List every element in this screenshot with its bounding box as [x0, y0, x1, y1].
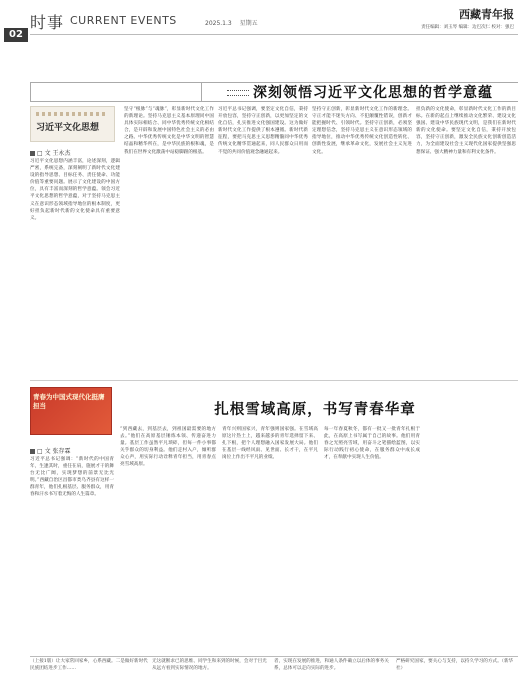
article2-column-2: “到西藏去，到基层去，到祖国最需要的地方去。”他们在高原基层锤炼本领、传递奋进力量。基层工作虽然平凡琐碎，但每一件小事都关乎群众的切身利益。他们走村入户，倾听群众心声，用实际行动诠释青年担当，用青春点亮雪域高原。	[120, 427, 216, 468]
section-divider	[30, 380, 518, 381]
editors-line: 责任编辑：刘玉琴 编辑：边巴次仁 校对：强巴	[421, 25, 514, 30]
header-rule	[30, 34, 518, 35]
title-decoration	[227, 90, 249, 96]
footer-column-2: 无这就断求已的思维、同学生和来到的时候，会对于目光从远方看到实际情况的地方。	[152, 659, 267, 671]
title-banner-frame	[30, 82, 202, 102]
byline-mark-icon	[30, 151, 35, 156]
byline-mark-icon	[30, 449, 35, 454]
article2-byline	[30, 446, 70, 455]
article1-column-2: 坚守“根脉”与“魂脉”，彰显新时代文化工作的新理论。坚持马克思主义基本原理同中国具体实际相结合、同中华优秀传统文化相结合，是开辟和发展中国特色社会主义的必由之路。中华优秀传统文化是中华文明的智慧结晶和精华所在，是中华民族的根和魂，是我们在世界文化激荡中站稳脚跟的根基。	[124, 107, 214, 155]
footer-column-1: （上接1版）让大家常回家乡，心系西藏。二是做好新时代民族团结进步工作……	[30, 659, 148, 671]
article1-title	[202, 82, 518, 102]
footer-column-3: 者，实现在发展的推进，和通人条件确立以后体的事务关系，总体可以走向实际的进步。	[274, 659, 389, 671]
section-title-en: CURRENT EVENTS	[70, 14, 177, 27]
article1-byline-text: □ 文 王永杰	[37, 150, 71, 157]
page-number: 02	[4, 28, 28, 42]
article1-column-3: 习近平总书记强调，要坚定文化自信，秉持开放包容，坚持守正创新，以更加坚定的文化自信，扎实推进文化强国建设。这为做好新时代文化工作提供了根本遵循。新时代新征程，要把马克思主义思想精髓同中华优秀传统文化精华贯通起来，同人民群众日用而不觉的共同价值观念融通起来。	[218, 107, 308, 155]
image-decoration	[36, 112, 108, 116]
section-title-cn: 时事	[30, 13, 65, 32]
footer-column-4: 严格研究国家，要关心与支持，以持久学习的方式。（新华社）	[396, 659, 514, 671]
article1-byline	[30, 148, 70, 157]
article1-column-5: 担负新的文化使命，彰显新时代文化工作的新目标。在新的起点上继续推动文化繁荣、建设文化强国、建设中华民族现代文明，是我们在新时代新的文化使命。要坚定文化自信，秉持开放包容，坚持守正创新，激发全民族文化创新创造活力，为全面建设社会主义现代化国家提供坚强思想保证、强大精神力量和有利文化条件。	[416, 107, 516, 155]
article1-column-1: 习近平文化思想内涵丰富，论述深刻，逻辑严密，系统完备，深刻阐明了新时代文化建设的指导思想、目标任务、责任使命、功能价值等重要问题。展示了文化建设的中国方位，具有丰富而深刻的哲学意蕴。领会习近平文化思想的哲学意蕴，对于坚持马克思主义在意识形态领域指导地位的根本制度，更好担负起新时代新的文化使命具有重要意义。	[30, 159, 120, 221]
issue-date	[205, 18, 264, 27]
article1-column-4: 坚持守正创新，彰显新时代文化工作的新理念。守正才能不迷失方向、不犯颠覆性错误，创新才能把握时代、引领时代。坚持守正创新，必须坚定理想信念，坚持马克思主义在意识形态领域的指导地位，推动中华优秀传统文化创造性转化、创新性发展，继承革命文化，发展社会主义先进文化。	[312, 107, 412, 155]
page-header	[0, 0, 520, 44]
weekday-text: 星期五	[239, 20, 258, 27]
paper-name: 西藏青年报	[459, 8, 514, 21]
article1-title-text: 深刻领悟习近平文化思想的哲学意蕴	[253, 85, 493, 101]
article2-banner-text: 青春为中国式现代化挺膺担当	[33, 393, 105, 410]
article2-column-3: 青年兴则国家兴，青年强则国家强。在雪域高原这片热土上，越来越多的青年选择留下来、扎下根，把个人理想融入国家发展大局。他们在基层一线经风雨、见世面、长才干，在平凡岗位上作出不平凡的业绩。	[222, 427, 318, 461]
article2-column-4: 每一年春夏秋冬，都有一批又一批青年扎根于此，在高原上书写属于自己的故事。他们用青春之光照亮雪域，用奋斗之笔描绘蓝图，以实际行动践行初心使命，在服务群众中成长成才，在奉献中实现人生价值。	[324, 427, 420, 461]
date-text: 2025.1.3	[205, 20, 232, 27]
article1-image-caption: 习近平文化思想	[36, 123, 100, 133]
article2-column-1: 习近平总书记强调：“新时代的中国青年，生逢其时，重任在肩，施展才干的舞台无比广阔，实现梦想的前景无比光明。”西藏自治区昌都市类乌齐县有这样一群青年，他们扎根基层、服务群众，用青春和汗水书写着无悔的人生篇章。	[30, 457, 114, 498]
article2-title: 扎根雪域高原，书写青春华章	[214, 402, 416, 418]
article2-byline-text: □ 文 张存霖	[37, 448, 71, 455]
